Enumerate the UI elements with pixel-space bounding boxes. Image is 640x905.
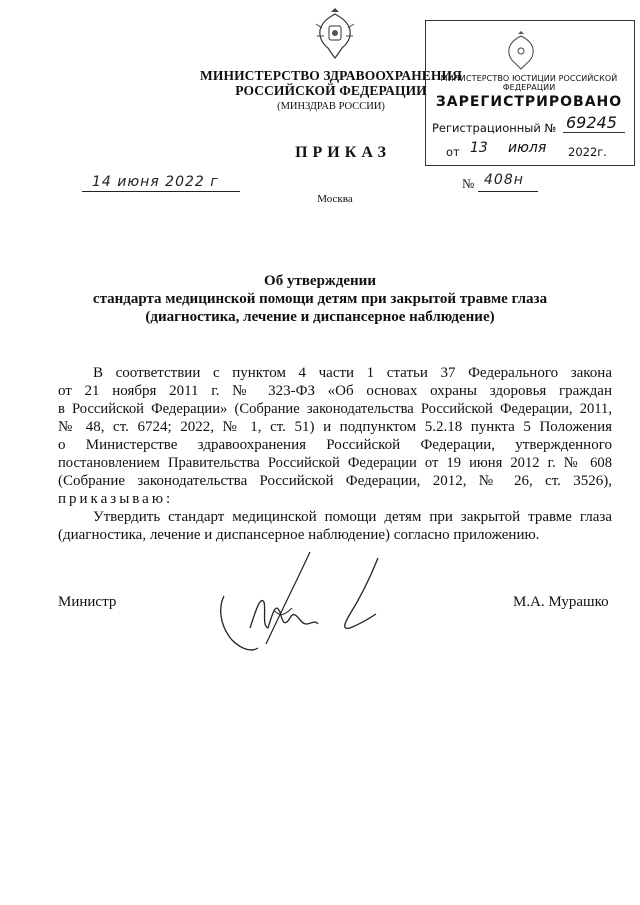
- order-title: [40, 272, 600, 326]
- body-line: о Министерстве здравоохранения Российской Федерации, утвержденного: [58, 437, 612, 453]
- number-underline: [478, 191, 538, 192]
- stamp-emblem-icon: [503, 31, 539, 71]
- ministry-line1: МИНИСТЕРСТВО ЗДРАВООХРАНЕНИЯ: [200, 68, 462, 83]
- body-line: (диагностика, лечение и диспансерное наблюдение) согласно приложению.: [58, 527, 540, 543]
- ministry-abbreviation: (МИНЗДРАВ РОССИИ): [277, 101, 385, 112]
- date-underline: [82, 191, 240, 192]
- title-line3: (диагностика, лечение и диспансерное наблюдение): [145, 309, 495, 325]
- ministry-name: [200, 68, 462, 98]
- title-line2: стандарта медицинской помощи детям при закрытой травме глаза: [92, 291, 548, 307]
- order-date: 14 июня 2022 г: [92, 174, 219, 190]
- stamp-date-prefix: от: [446, 145, 460, 159]
- body-line: в Российской Федерации» (Собрание законодательства Российской Федерации, 2011,: [58, 401, 612, 417]
- body-line: Утвердить стандарт медицинской помощи детям при закрытой травме глаза: [93, 509, 612, 525]
- signer-name: М.А. Мурашко: [513, 594, 609, 610]
- order-number: 408н: [484, 172, 524, 188]
- stamp-reg-number-label: Регистрационный №: [432, 121, 557, 135]
- body-line: постановлением Правительства Российской Федерации от 19 июня 2012 г. № 608: [58, 455, 612, 471]
- stamp-date-day: 13: [470, 140, 488, 156]
- stamp-registered: ЗАРЕГИСТРИРОВАНО: [435, 94, 623, 110]
- handwritten-signature: [210, 548, 390, 658]
- signer-position: Министр: [58, 594, 117, 610]
- body-line-order-word: приказываю:: [58, 491, 174, 507]
- stamp-date-month: июля: [508, 140, 547, 156]
- body-line: (Собрание законодательства Российской Федерации, 2012, № 26, ст. 3526),: [58, 473, 612, 489]
- title-line1: Об утверждении: [264, 273, 376, 289]
- body-line: от 21 ноября 2011 г. № 323-ФЗ «Об основах охраны здоровья граждан: [58, 383, 612, 399]
- stamp-reg-number: 69245: [566, 113, 617, 132]
- document-type: ПРИКАЗ: [295, 144, 391, 161]
- coat-of-arms-emblem: [314, 8, 356, 62]
- order-number-label: №: [462, 176, 475, 191]
- ministry-line2: РОССИЙСКОЙ ФЕДЕРАЦИИ: [235, 83, 427, 98]
- stamp-number-underline: [563, 132, 625, 133]
- body-line: В соответствии с пунктом 4 части 1 статьи 37 Федерального закона: [93, 365, 612, 381]
- stamp-date-year: 2022г.: [568, 145, 607, 159]
- stamp-header: МИНИСТЕРСТВО ЮСТИЦИИ РОССИЙСКОЙ ФЕДЕРАЦИИ: [440, 74, 618, 92]
- city: Москва: [317, 193, 353, 205]
- body-line: № 48, ст. 6724; 2022, № 1, ст. 51) и подпунктом 5.2.18 пункта 5 Положения: [58, 419, 612, 435]
